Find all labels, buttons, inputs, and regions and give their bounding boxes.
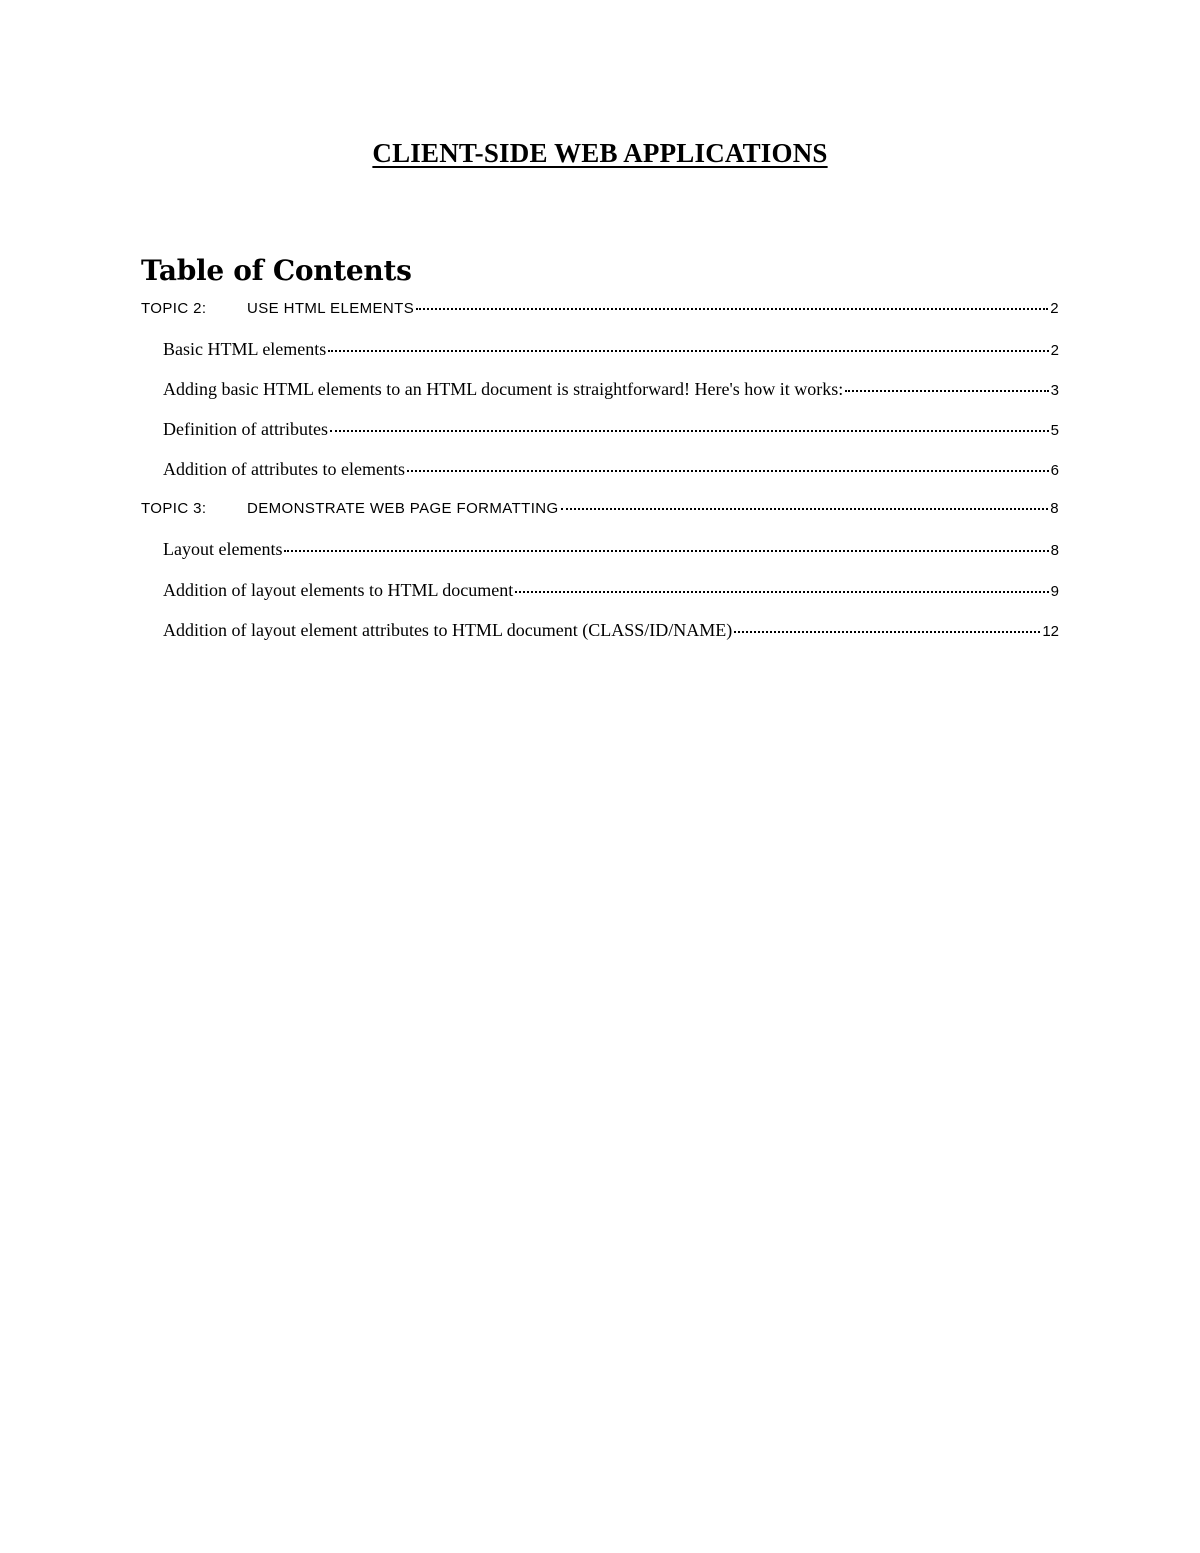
toc-entry-text: Addition of attributes to elements xyxy=(163,459,405,479)
toc-entry-text: Layout elements xyxy=(163,539,283,559)
toc-entry-definition-of-attributes[interactable] xyxy=(163,419,1059,443)
toc-entry-page: 9 xyxy=(1050,583,1059,600)
toc-entry-addition-of-layout-element-attributes[interactable] xyxy=(163,620,1059,644)
toc-entry-page: 8 xyxy=(1050,500,1059,517)
toc-entry-addition-of-attributes[interactable] xyxy=(163,459,1059,483)
toc-entry-page: 3 xyxy=(1050,382,1059,399)
toc-entry-basic-html-elements[interactable] xyxy=(163,339,1059,363)
toc-entry-text: Addition of layout elements to HTML document xyxy=(163,580,514,600)
document-title: CLIENT-SIDE WEB APPLICATIONS xyxy=(372,138,828,168)
toc-entry-text: DEMONSTRATE WEB PAGE FORMATTING xyxy=(247,500,559,517)
toc-entry-topic-3[interactable] xyxy=(141,500,1059,524)
toc-entry-text: Definition of attributes xyxy=(163,419,328,439)
dot-leader xyxy=(330,430,1049,432)
toc-entry-page: 5 xyxy=(1050,422,1059,439)
dot-leader xyxy=(284,550,1048,552)
dot-leader xyxy=(515,591,1048,593)
toc-entry-text: Basic HTML elements xyxy=(163,339,327,359)
toc-entry-adding-basic-html-elements[interactable] xyxy=(163,379,1059,403)
toc-entry-page: 12 xyxy=(1042,623,1059,640)
dot-leader xyxy=(845,390,1048,392)
dot-leader xyxy=(734,631,1040,633)
toc-entry-addition-of-layout-elements[interactable] xyxy=(163,580,1059,604)
toc-entry-page: 8 xyxy=(1050,542,1059,559)
toc-entry-text: Addition of layout element attributes to HTML document (CLASS/ID/NAME) xyxy=(163,620,733,640)
toc-entry-number: TOPIC 2: xyxy=(141,300,207,317)
toc-entry-number: TOPIC 3: xyxy=(141,500,207,517)
toc-entry-text: Adding basic HTML elements to an HTML document is straightforward! Here's how it works: xyxy=(163,379,844,399)
toc-entry-topic-2[interactable] xyxy=(141,300,1059,324)
toc-heading: Table of Contents xyxy=(141,254,412,287)
toc-entry-text: USE HTML ELEMENTS xyxy=(247,300,415,317)
toc-entry-page: 2 xyxy=(1050,300,1059,317)
dot-leader xyxy=(561,508,1049,510)
dot-leader xyxy=(407,470,1049,472)
toc-entry-page: 2 xyxy=(1050,342,1059,359)
toc-entry-page: 6 xyxy=(1050,462,1059,479)
toc-entry-layout-elements[interactable] xyxy=(163,539,1059,563)
dot-leader xyxy=(328,350,1048,352)
dot-leader xyxy=(416,308,1048,310)
